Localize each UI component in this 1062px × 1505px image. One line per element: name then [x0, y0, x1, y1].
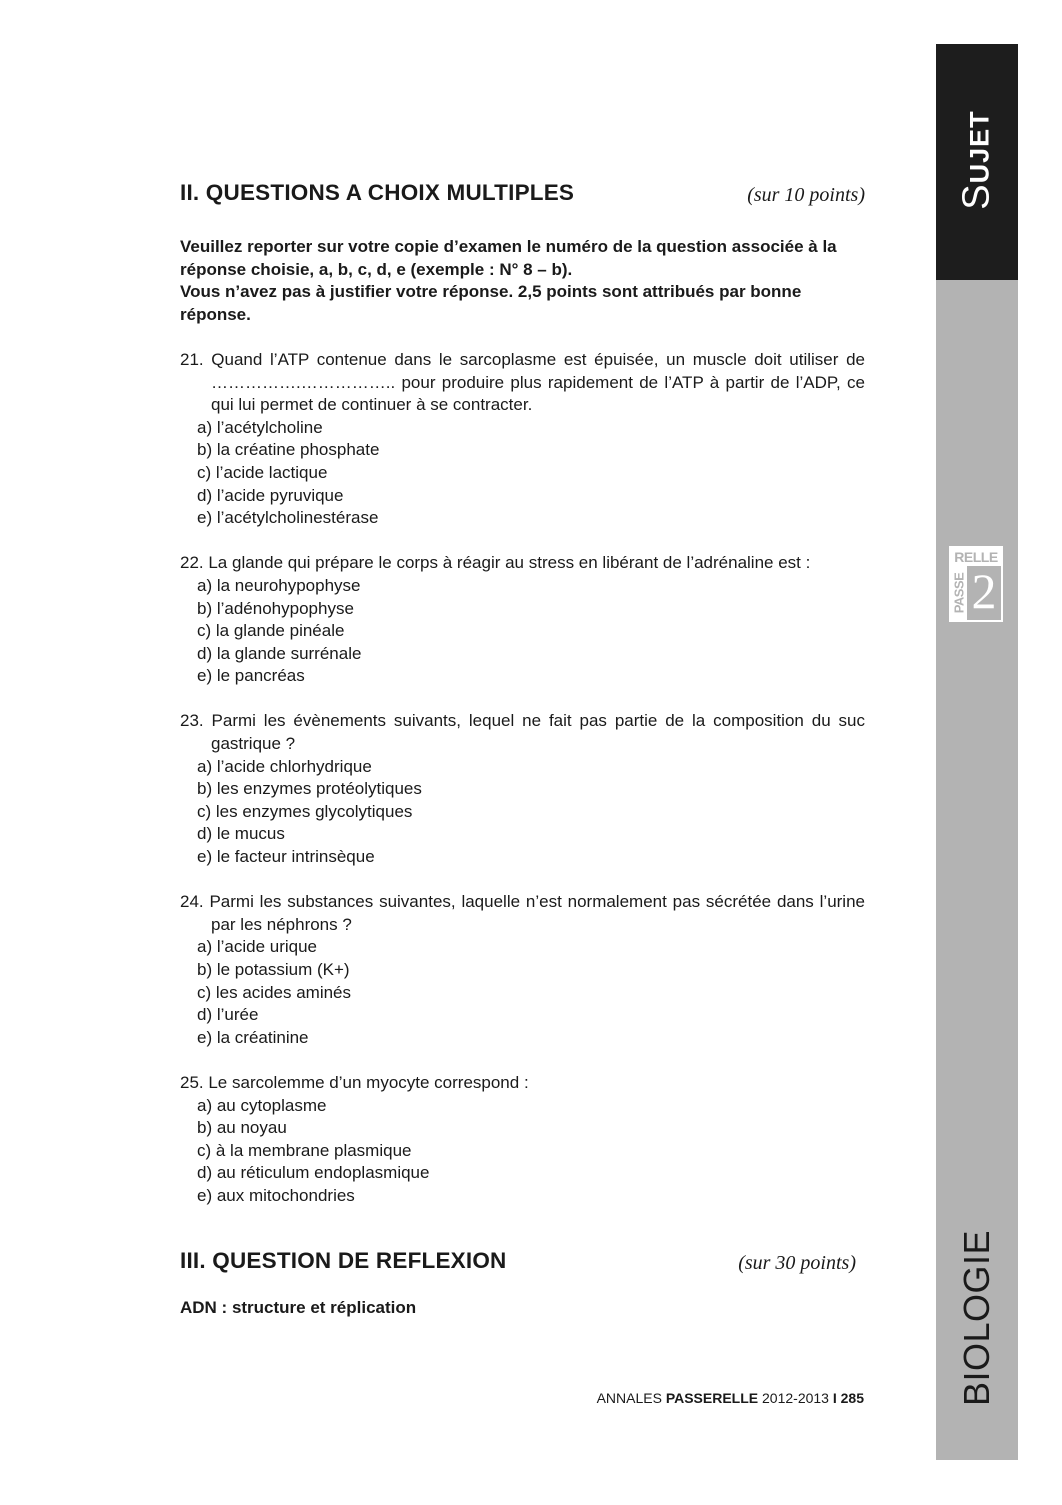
answer-option: e) aux mitochondries: [197, 1185, 355, 1205]
answer-option: b) les enzymes protéolytiques: [197, 779, 422, 799]
answer-option: c) l’acide lactique: [197, 462, 328, 482]
question-stem: 21. Quand l’ATP contenue dans le sarcoplasme est épuisée, un muscle doit utiliser de …………….…………….. pour produire plus rapidement de l’ATP à partir de l’ADP, ce qui lui permet de continuer à se contracter.: [180, 349, 865, 415]
section-reflexion: [180, 1248, 856, 1282]
section-title: III. QUESTION DE REFLEXION: [180, 1248, 507, 1273]
answer-option: c) la glande pinéale: [197, 621, 345, 641]
logo-number: 2: [971, 563, 997, 619]
answer-option: e) le pancréas: [197, 666, 305, 686]
logo-top-text: RELLE: [951, 548, 1001, 566]
question-24: [180, 891, 865, 1049]
answer-option: a) l’acétylcholine: [197, 417, 323, 437]
answer-option: e) l’acétylcholinestérase: [197, 508, 379, 528]
section-title: II. QUESTIONS A CHOIX MULTIPLES: [180, 180, 575, 205]
question-25: [180, 1072, 865, 1208]
page-number: I 285: [832, 1390, 864, 1406]
question-22: [180, 552, 865, 688]
answer-option: a) la neurohypophyse: [197, 575, 361, 595]
page-footer: [597, 1390, 864, 1406]
answer-option: b) la créatine phosphate: [197, 440, 380, 460]
section-header: [180, 180, 865, 214]
question-stem: 22. La glande qui prépare le corps à réagir au stress en libérant de l’adrénaline est :: [180, 553, 811, 573]
footer-prefix: ANNALES: [596, 1390, 666, 1406]
sujet-rest: UJET: [964, 110, 995, 184]
section-header: [180, 1248, 856, 1282]
answer-option: d) l’urée: [197, 1005, 259, 1025]
instruction-line: Veuillez reporter sur votre copie d’examen le numéro de la question associée à la réponse choisie, a, b, c, d, e (exemple : N° 8 – b).: [180, 237, 837, 279]
footer-brand: PASSERELLE: [665, 1390, 759, 1406]
question-stem: 23. Parmi les évènements suivants, lequel ne fait pas partie de la composition du suc gastrique ?: [180, 711, 865, 754]
answer-option: d) l’acide pyruvique: [197, 485, 344, 505]
answer-option: b) au noyau: [197, 1118, 287, 1138]
logo-side: [951, 566, 967, 620]
answer-option: a) l’acide urique: [197, 937, 318, 957]
answer-option: d) le mucus: [197, 824, 285, 844]
side-label-subject: BIOLOGIE: [956, 1229, 997, 1407]
answer-option: b) le potassium (K+): [197, 960, 350, 979]
section-qcm: [180, 180, 865, 1208]
answer-option: b) l’adénohypophyse: [197, 598, 354, 618]
question-stem: 24. Parmi les substances suivantes, laquelle n’est normalement pas sécrétée dans l’urine par les néphrons ?: [180, 892, 865, 934]
question-stem: 25. Le sarcolemme d’un myocyte correspond :: [180, 1072, 529, 1092]
side-label-sujet: [956, 110, 999, 209]
logo-side-text: PASSE: [951, 572, 967, 614]
section-subtitle: ADN : structure et réplication: [180, 1298, 417, 1317]
instructions: [180, 236, 865, 326]
answer-option: d) la glande surrénale: [197, 643, 362, 663]
answer-option: c) les enzymes glycolytiques: [197, 801, 413, 821]
answer-option: d) au réticulum endoplasmique: [197, 1163, 430, 1183]
instruction-line: Vous n’avez pas à justifier votre réponse. 2,5 points sont attribués par bonne réponse.: [180, 282, 802, 324]
question-23: [180, 710, 865, 868]
answer-option: a) au cytoplasme: [197, 1095, 327, 1115]
section-points: (sur 30 points): [738, 1252, 856, 1274]
section-points: (sur 10 points): [747, 184, 865, 206]
sujet-initial: S: [955, 183, 998, 210]
answer-option: e) le facteur intrinsèque: [197, 847, 375, 867]
question-21: [180, 349, 865, 530]
answer-option: c) les acides aminés: [197, 982, 352, 1002]
answer-option: e) la créatinine: [197, 1027, 309, 1047]
footer-years: 2012-2013: [758, 1390, 833, 1406]
passerelle-logo: [949, 546, 1003, 622]
answer-option: c) à la membrane plasmique: [197, 1140, 412, 1160]
answer-option: a) l’acide chlorhydrique: [197, 756, 372, 776]
